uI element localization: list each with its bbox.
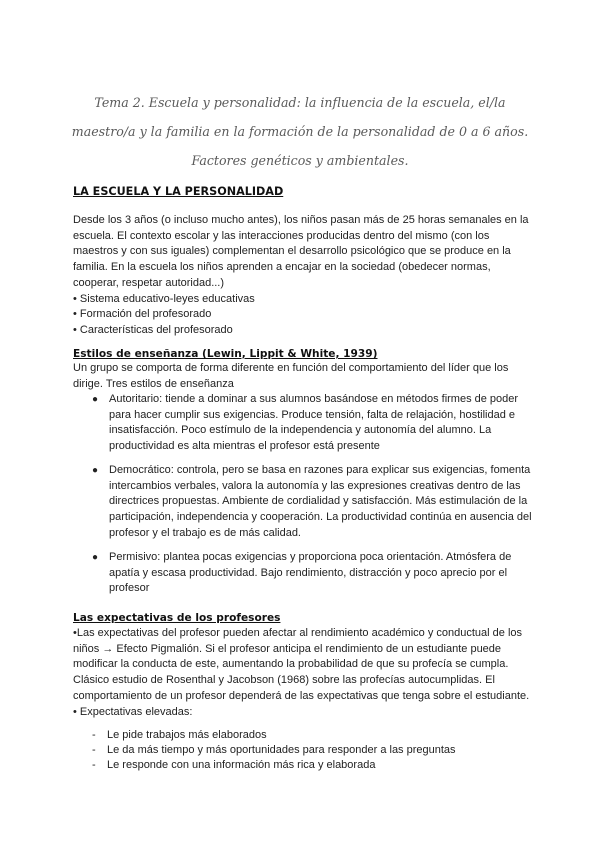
section-heading-estilos: Estilos de enseñanza (Lewin, Lippit & White, 1939) [73, 348, 378, 360]
list-item-text: Le responde con una información más rica y elaborada [107, 759, 376, 771]
dash-icon: - [92, 744, 96, 756]
dash-icon: - [92, 729, 96, 741]
list-item-democratico [92, 463, 532, 542]
section-escuela-intro [73, 213, 535, 339]
bullet-text: Democrático: controla, pero se basa en razones para explicar sus exigencias, fomenta intercambios verbales, valora la autonomía y las expresiones creativas dentro de las directrices propuestas. Ambiente de cordialidad y satisfacción. Más estimulación de la participación, independencia y cooperación. La productividad continúa en ausencia del profesor y el trabajo es de más calidad. [109, 464, 532, 539]
section-heading-escuela: LA ESCUELA Y LA PERSONALIDAD [73, 185, 284, 198]
estilos-intro: Un grupo se comporta de forma diferente en función del comportamiento del líder que los dirige. Tres estilos de enseñanza [73, 362, 509, 390]
sub-heading: • Expectativas elevadas: [73, 705, 193, 718]
bullet-text: Autoritario: tiende a dominar a sus alumnos basándose en métodos firmes de poder para hacer cumplir sus exigencias. Produce tensión, falta de relajación, hostilidad e insatisfacción. Poco estímulo de la independencia y autonomía del alumno. La productividad es alta mientras el profesor está presente [109, 393, 519, 453]
list-item-text: Le da más tiempo y más oportunidades para responder a las preguntas [107, 744, 456, 756]
list-item: • Características del profesorado [73, 323, 233, 336]
list-item: • Formación del profesorado [73, 308, 212, 321]
bullet-text: Permisivo: plantea pocas exigencias y proporciona poca orientación. Atmósfera de apatía y escasa productividad. Bajo rendimiento, distracción y poco aprecio por el profesor [109, 551, 512, 595]
list-item [92, 758, 532, 774]
list-item [92, 728, 532, 744]
list-item-text: Le pide trabajos más elaborados [107, 729, 267, 741]
bullet-icon: ● [92, 394, 99, 405]
document-title: Tema 2. Escuela y personalidad: la influencia de la escuela, el/la maestro/a y la familia en la formación de la personalidad de 0 a 6 años. Factores genéticos y ambientales. [71, 95, 529, 168]
dash-icon: - [92, 759, 96, 771]
list-item-autoritario [92, 392, 532, 455]
bullet-icon: ● [92, 465, 99, 476]
list-item-permisivo [92, 550, 532, 597]
expectativas-body [73, 626, 535, 720]
section-heading-expectativas: Las expectativas de los profesores [73, 612, 281, 624]
list-item: • Sistema educativo-leyes educativas [73, 292, 255, 305]
bullet-icon: ● [92, 552, 99, 563]
list-item [92, 743, 532, 759]
intro-paragraph: •Las expectativas del profesor pueden afectar al rendimiento académico y conductual de los niños → Efecto Pigmalión. Si el profesor anticipa el rendimiento de un estudiante puede modificar la conducta de este, aumentando la probabilidad de que su profecía se cumpla. Clásico estudio de Rosenthal y Jacobson (1968) sobre las profecías autocumplidas. El comportamiento de un profesor dependerá de las expectativas que tenga sobre el estudiante. [73, 627, 530, 702]
intro-paragraph: Desde los 3 años (o incluso mucho antes), los niños pasan más de 25 horas semanales en la escuela. El contexto escolar y las interacciones producidas dentro del mismo (con los maestros y con sus iguales) complementan el desarrollo psicológico que se produce en la familia. En la escuela los niños aprenden a encajar en la sociedad (obedecer normas, cooperar, respetar autoridad...) [73, 214, 529, 289]
